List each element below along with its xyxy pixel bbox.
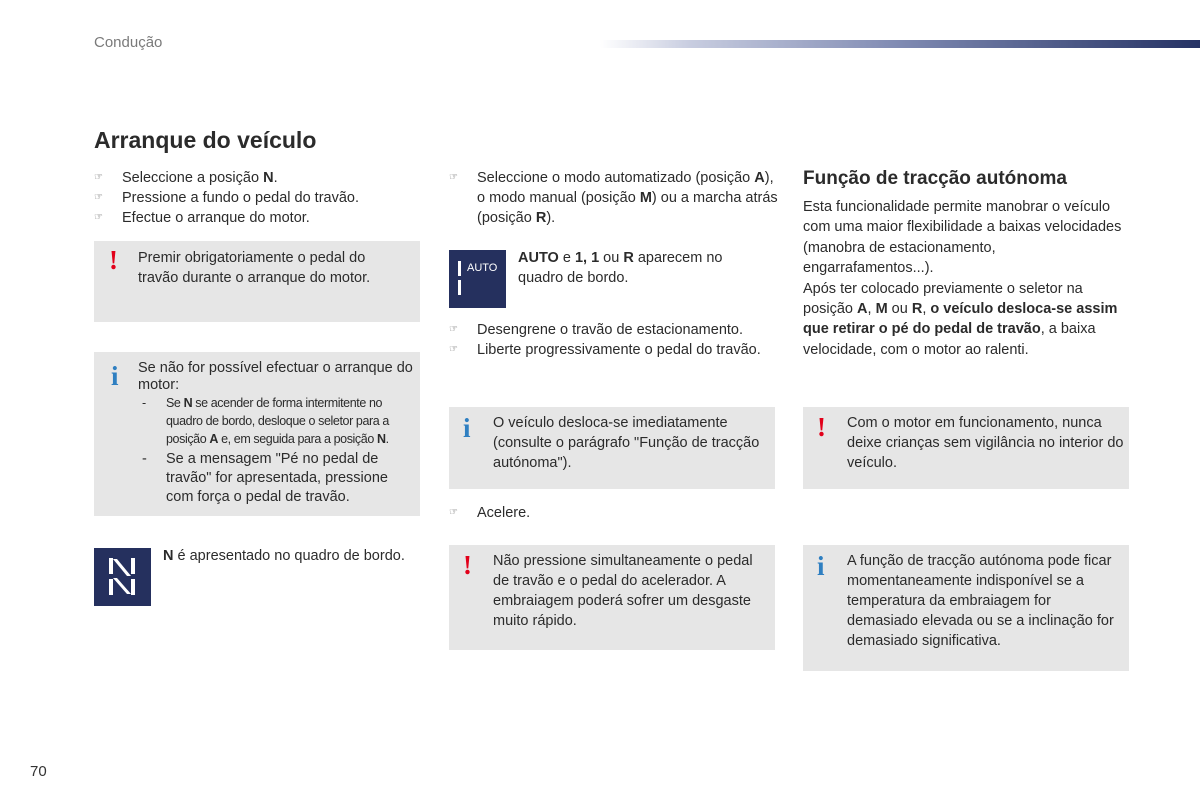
sub-text: se acender de forma intermitente no quadro de bordo, desloque o seletor para a posição [166,396,389,446]
info-icon: i [463,413,471,443]
para-text: Esta funcionalidade permite manobrar o veículo com uma maior flexibilidade a baixas velocidades (manobra de estacionamento, engarrafamentos...). [803,199,1122,277]
col2-step1-list [449,168,779,228]
para-bold: R [911,301,923,318]
sub-bold: N [376,432,386,446]
step-text: Seleccione a posição [122,170,264,186]
warning-icon: ! [109,245,118,275]
warning-text: Premir obrigatoriamente o pedal do travão durante o arranque do motor. [138,250,371,286]
step-text: ). [546,210,556,226]
n-display-icon [94,548,151,606]
sub-text: . [385,432,389,446]
list-item [449,168,779,228]
step-text: Liberte progressivamente o pedal do travão. [477,342,761,358]
list-item [449,340,779,360]
list-item [449,503,779,523]
step-text: Efectue o arranque do motor. [122,210,310,226]
warning-text: Com o motor em funcionamento, nunca deixe crianças sem vigilância no interior do veículo. [847,415,1124,471]
list-item [138,450,413,507]
pointing-hand-icon: ☞ [449,172,458,183]
info-icon: i [817,551,825,581]
pointing-hand-icon: ☞ [94,172,103,183]
para-bold: M [875,301,888,318]
caption-text: e [558,250,575,266]
step-text: Seleccione o modo automatizado (posição [477,170,755,186]
sub-text: Se a mensagem "Pé no pedal de travão" for apresentada, pressione com força o pedal de travão. [166,451,388,505]
step-text: Acelere. [477,505,531,521]
step-text: Desengrene o travão de estacionamento. [477,322,744,338]
gear-one-segment [458,261,461,276]
warning-text: Não pressione simultaneamente o pedal de travão e o pedal do acelerador. A embraiagem poderá sofrer um desgaste muito rápido. [493,553,753,629]
para-text: ou [887,301,912,318]
section-title: Função de tracção autónoma [803,168,1067,189]
info-icon: i [111,361,119,391]
caption-bold: R [623,250,634,266]
dash-marker: - [142,396,146,410]
auto-caption [518,248,758,289]
para-text: , a baixa velocidade, com o motor ao ralenti. [803,321,1096,358]
caption-bold: AUTO [518,250,559,266]
info-text: O veículo desloca-se imediatamente (consulte o parágrafo "Função de tracção autónoma"). [493,415,760,471]
info-sublist [138,394,413,507]
warning-icon: ! [817,412,826,442]
auto-display-icon [449,250,506,308]
warning-icon: ! [463,550,472,580]
col2-step3-list [449,503,779,523]
caption-text: ou [599,250,624,266]
step-text: . [273,170,278,186]
auto-label: AUTO [467,262,498,274]
step-text: Pressione a fundo o pedal do travão. [122,190,359,206]
step-bold: R [535,210,547,226]
step-bold: M [639,190,652,206]
list-item [94,188,424,208]
n-caption [163,546,433,566]
info-intro: Se não for possível efectuar o arranque do motor: [138,360,413,393]
sub-text: e, em seguida para a posição [218,432,377,446]
caption-bold: 1, 1 [574,250,600,266]
pointing-hand-icon: ☞ [449,324,458,335]
caption-text: aparecem no quadro de bordo. [518,250,723,287]
info-box-unavailable [803,545,1129,671]
sub-text: Se [166,396,184,410]
header-gradient-bar [600,40,1200,48]
warning-box-pedals [449,545,775,650]
para-text: Após ter colocado previamente o seletor na posição [803,280,1083,318]
n-glyph-icon [94,548,151,606]
para-bold: A [857,301,868,318]
para-text: , [922,301,931,318]
info-content [138,360,413,507]
list-item [94,208,424,228]
list-item [94,168,424,188]
sub-bold: N [183,396,193,410]
n-caption-bold: N [163,548,174,564]
step-text: ), o modo manual (posição [477,170,774,206]
pointing-hand-icon: ☞ [94,212,103,223]
page-title: Arranque do veículo [94,127,317,153]
info-box-start-failure [94,352,420,516]
pointing-hand-icon: ☞ [449,507,458,518]
gear-one-segment [458,280,461,295]
n-caption-text: é apresentado no quadro de bordo. [173,548,405,564]
warning-box-brake [94,241,420,322]
sub-bold: A [209,432,218,446]
info-box-autonomous [449,407,775,489]
step-bold: A [754,170,765,186]
page-number: 70 [30,763,47,780]
list-item [449,320,779,340]
pointing-hand-icon: ☞ [449,344,458,355]
para-text: , [867,301,876,318]
col3-paragraph [803,197,1128,360]
info-text: A função de tracção autónoma pode ficar momentaneamente indisponível se a temperatura da embraiagem for demasiado elevada ou se a inclinação for demasiado significativa. [847,553,1114,649]
step-text: ) ou a marcha atrás (posição [477,190,778,226]
warning-box-children [803,407,1129,489]
header-section-label: Condução [94,34,163,51]
list-item [138,394,413,448]
dash-marker: - [142,451,147,467]
col1-steps-list [94,168,424,228]
step-bold: N [263,170,274,186]
col2-steps2-list [449,320,779,360]
para-bold: o veículo desloca-se assim que retirar o pé do pedal de travão [803,301,1118,338]
pointing-hand-icon: ☞ [94,192,103,203]
